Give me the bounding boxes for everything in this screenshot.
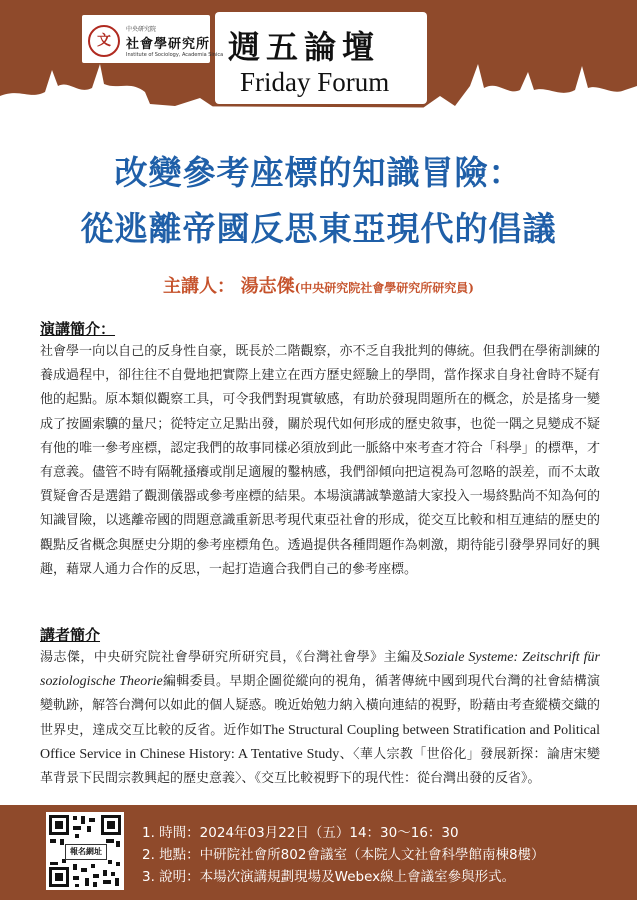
bio-part-3: 、〈華人宗教「世俗化」發展新探：論唐宋變革背景下民間宗教興起的歷史意義〉、《交互比較視野下的現代性：從台灣出發的反省》。 — [40, 746, 600, 787]
bio-part-2: 編輯委員。早期企圖從縱向的視角，循著傳統中國到現代台灣的社會結構演變軌跡，解答台灣何以如此的個人疑惑。晚近始勉力納入橫向連結的視野，盼藉由考查縱橫交織的世界史，達成交互比較的反省。近作如 — [40, 674, 600, 738]
bio-journal-title: Soziale Systeme: Zeitschrift für soziologische Theorie — [40, 650, 600, 690]
institute-logo-icon: 文 — [88, 25, 120, 57]
speaker-label: 主講人： — [163, 276, 236, 297]
event-note: 3. 說明：本場次演講規劃現場及Webex線上會議室參與形式。 — [142, 869, 516, 885]
forum-english-title: Friday Forum — [240, 67, 390, 97]
bio-heading: 講者簡介 — [40, 626, 101, 644]
bio-part-1: 湯志傑，中央研究院社會學研究所研究員，《台灣社會學》主編及 — [40, 650, 424, 665]
logo-english-name: Institute of Sociology, Academia Sinica — [126, 52, 224, 58]
speaker-name: 湯志傑 — [240, 276, 295, 297]
abstract-heading: 演講簡介： — [40, 320, 116, 338]
abstract-text: 社會學一向以自己的反身性自豪，既長於二階觀察，亦不乏自我批判的傳統。但我們在學術訓練的養成過程中，卻往往不自覺地把實際上建立在西方歷史經驗上的學問，當作探求自身社會時不疑有他的起點。原本類似觀察工具，可令我們對現實敏感，有助於發現問題所在的概念，於是搖身一變成了按圖索驥的量尺；從特定立足點出發，關於現代如何形成的歷史敘事，也從一隅之見變成不疑有他的唯一參考座標，認定我們的故事同樣必須放到此一脈絡中來考查才符合「科學」的標準，才有意義。儘管不時有隔靴搔癢或削足適履的鑿枘感，我們卻傾向把這視為可忽略的誤差，而不太敢質疑會否是選錯了觀測儀器或參考座標的結果。本場演講誠摯邀請大家投入一場終點尚不知為何的知識冒險，以逃離帝國的問題意識重新思考現代東亞社會的形成，從交互比較和相互連結的歷史的觀點反省概念與歷史分期的參考座標角色。透過提供各種問題作為刺激，期待能引發學界同好的興趣，藉眾人通力合作的反思，一起打造適合我們自己的參考座標。 — [40, 344, 600, 577]
lecture-title-line-2: 從逃離帝國反思東亞現代的倡議 — [80, 209, 557, 248]
event-location: 2. 地點：中研院社會所802會議室（本院人文社會科學館南棟8樓） — [142, 847, 545, 863]
forum-title: 週五論壇 — [228, 28, 381, 66]
event-time: 1. 時間：2024年03月22日（五）14：30～16：30 — [142, 825, 459, 841]
institute-logo — [88, 24, 223, 58]
bio-text — [40, 646, 600, 791]
bio-english-work-title: The Structural Coupling between Stratification and Political Office Service in Chinese History: A Tentative Study — [40, 722, 600, 762]
qr-registration-label: 報名網址 — [65, 844, 107, 860]
lecture-title-line-1: 改變參考座標的知識冒險： — [114, 153, 523, 192]
registration-qr-code[interactable] — [46, 812, 124, 890]
speaker-line — [0, 272, 637, 298]
logo-academia-text: 中央研究院 — [126, 26, 157, 33]
header-banner — [0, 0, 637, 118]
speaker-affiliation: (中央研究院社會學研究所研究員) — [294, 281, 474, 295]
logo-institute-name: 社會學研究所 — [126, 37, 211, 52]
